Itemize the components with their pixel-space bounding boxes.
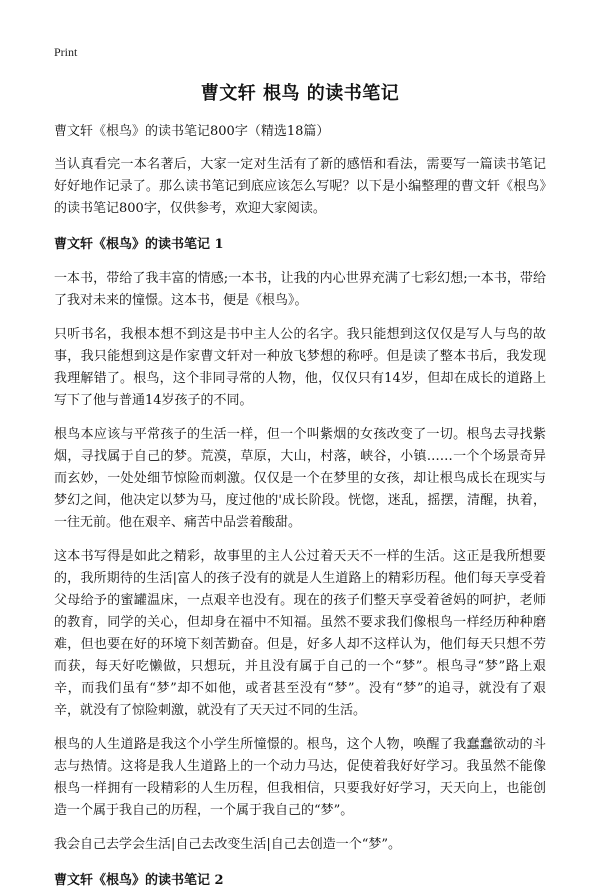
body-paragraph: 根鸟本应该与平常孩子的生活一样，但一个叫紫烟的女孩改变了一切。根鸟去寻找紫烟，寻找属于自己的梦。荒漠，草原，大山，村落，峡谷，小镇……一个个场景奇异而玄妙，一处处细节惊险而刺激。仅仅是一个在梦里的女孩，却让根鸟成长在现实与梦幻之间，他决定以梦为马，度过他的'成长阶段。恍惚，迷乱，摇摆，清醒，执着，一往无前。他在艰辛、痛苦中品尝着酸甜。 [54,427,546,530]
print-link[interactable]: Print [54,45,78,59]
intro-paragraph: 当认真看完一本名著后，大家一定对生活有了新的感悟和看法，需要写一篇读书笔记好好地作记录了。那么读书笔记到底应该怎么写呢？以下是小编整理的曹文轩《根鸟》的读书笔记800字，仅供参考，欢迎大家阅读。 [54,157,546,216]
body-paragraph: 一本书，带给了我丰富的情感;一本书，让我的内心世界充满了七彩幻想;一本书，带给了我对未来的憧憬。这本书，便是《根鸟》。 [54,271,546,308]
page-title: 曹文轩 根鸟 的读书笔记 [200,83,400,104]
section-heading-1: 曹文轩《根鸟》的读书笔记 1 [54,237,224,252]
section-heading-2: 曹文轩《根鸟》的读书笔记 2 [54,873,224,888]
page-subtitle: 曹文轩《根鸟》的读书笔记800字（精选18篇） [54,124,330,139]
body-paragraph: 根鸟的人生道路是我这个小学生所憧憬的。根鸟，这个人物，唤醒了我蠢蠢欲动的斗志与热情。这将是我人生道路上的一个动力马达，促使着我好好学习。我虽然不能像根鸟一样拥有一段精彩的人生历程，但我相信，只要我好好学习，天天向上，也能创造一个属于我自己的历程，一个属于我自己的“梦”。 [54,737,546,818]
body-paragraph: 这本书写得是如此之精彩，故事里的主人公过着天天不一样的生活。这正是我所想要的，我所期待的生活|富人的孩子没有的就是人生道路上的精彩历程。他们每天享受着父母给予的蜜罐温床，一点艰辛也没有。现在的孩子们整天享受着爸妈的呵护，老师的教育，同学的关心，但却身在福中不知福。虽然不要求我们像根鸟一样经历种种磨难，但也要在好的环境下刻苦勤奋。但是，好多人却不这样认为，他们每天只想不劳而获，每天好吃懒做，只想玩，并且没有属于自己的一个“梦”。根鸟寻“梦”路上艰辛，而我们虽有“梦”却不如他，或者甚至没有“梦”。没有“梦”的追寻，就没有了艰辛，就没有了惊险刺激，就没有了天天过不同的生活。 [54,549,546,718]
body-paragraph: 只听书名，我根本想不到这是书中主人公的名字。我只能想到这仅仅是写人与鸟的故事，我只能想到这是作家曹文轩对一种放飞梦想的称呼。但是读了整本书后，我发现我理解错了。根鸟，这个非同寻常的人物，他，仅仅只有14岁，但却在成长的道路上写下了他与普通14岁孩子的不同。 [54,327,546,408]
body-paragraph: 我会自己去学会生活|自己去改变生活|自己去创造一个“梦”。 [54,837,402,852]
